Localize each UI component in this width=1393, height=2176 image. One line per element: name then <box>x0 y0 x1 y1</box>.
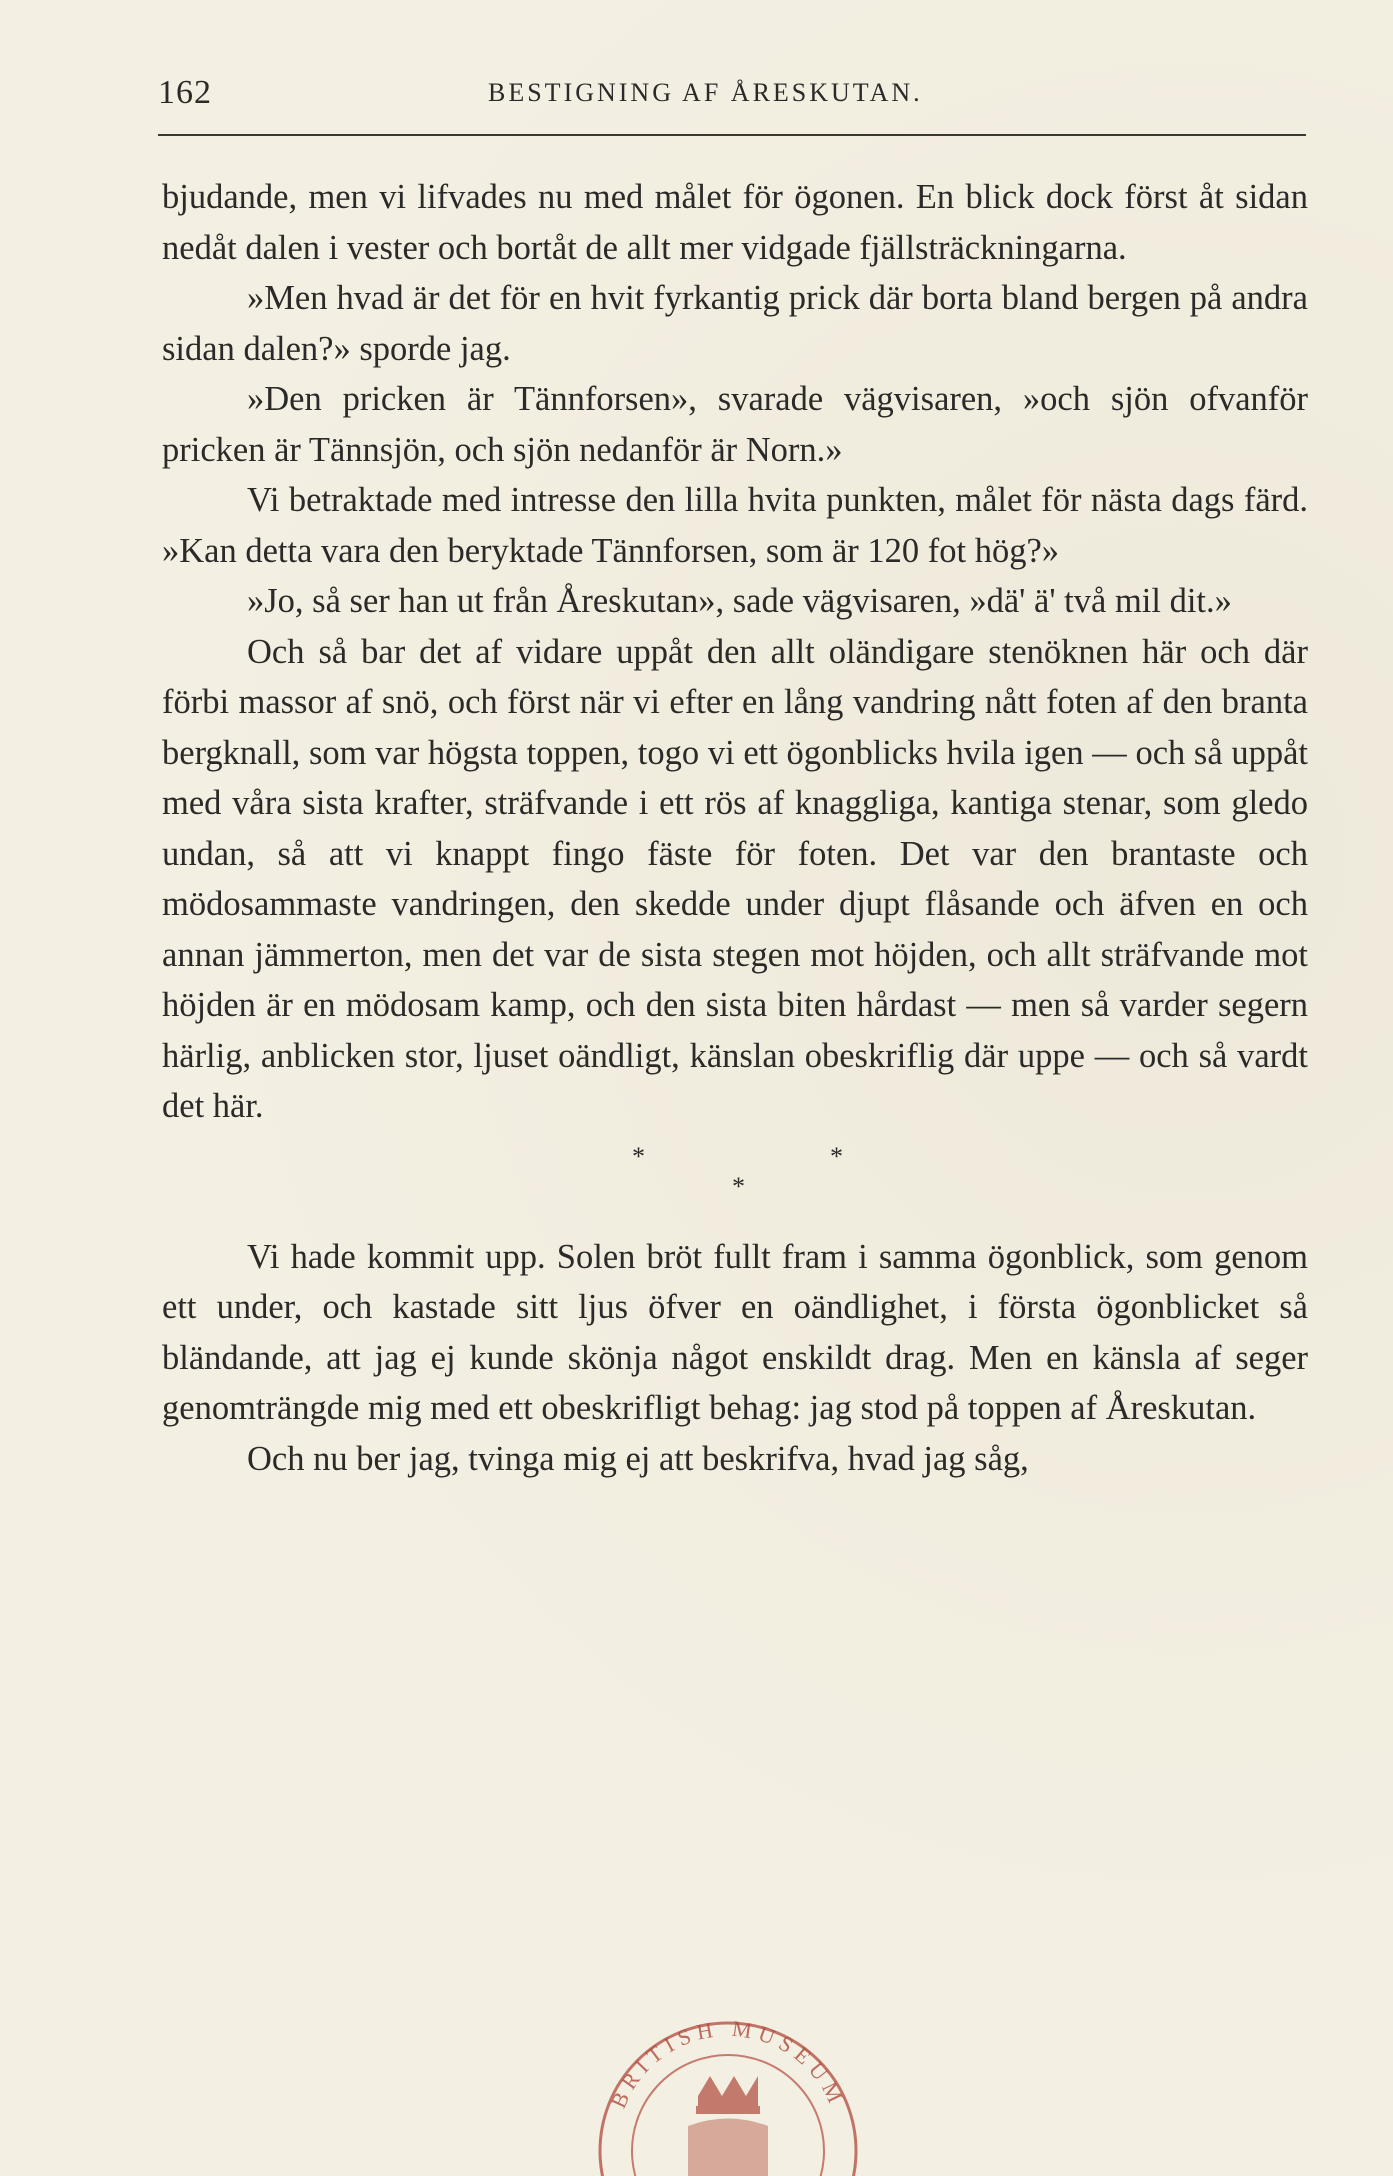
page-number: 162 <box>158 74 212 111</box>
asterisk: * <box>732 1171 745 1201</box>
header-rule <box>158 134 1306 136</box>
body-text <box>162 172 1308 1484</box>
section-break-asterism <box>162 1132 1308 1232</box>
paragraph: Vi hade kommit upp. Solen bröt fullt fram i samma ögonblick, som genom ett under, och kastade sitt ljus öfver en oändlighet, i första ögonblicket så bländande, att jag ej kunde skönja något enskildt drag. Men en känsla af seger genomträngde mig med ett obeskrifligt behag: jag stod på toppen af Åreskutan. <box>162 1237 1308 1427</box>
paragraph: »Den pricken är Tännforsen», svarade vägvisaren, »och sjön ofvanför pricken är Tännsjön, och sjön nedanför är Norn.» <box>162 380 1308 469</box>
stamp-text: BRITISH MUSEUM <box>605 2015 851 2112</box>
paragraph: Och nu ber jag, tvinga mig ej att beskrifva, hvad jag såg, <box>247 1439 1029 1478</box>
paragraph: »Jo, så ser han ut från Åreskutan», sade vägvisaren, »dä' ä' två mil dit.» <box>247 582 1232 620</box>
running-head: BESTIGNING AF ÅRESKUTAN. <box>488 78 923 107</box>
paragraph: Vi betraktade med intresse den lilla hvita punkten, målet för nästa dags färd. »Kan detta vara den beryktade Tännforsen, som är 120 fot hög?» <box>162 481 1308 570</box>
page-header <box>158 68 1308 118</box>
asterisk: * <box>632 1141 645 1171</box>
paragraph: Och så bar det af vidare uppåt den allt oländigare stenöknen här och där förbi massor af snö, och först när vi efter en lång vandring nått foten af den branta bergknall, som var högsta toppen, togo vi ett ögonblicks hvila igen — och så uppåt med våra sista krafter, sträfvande i ett rös af knaggliga, kantiga stenar, som gledo undan, så att vi knappt fingo fäste för foten. Det var den brantaste och mödosammaste vandringen, den skedde under djupt flåsande och äfven en och annan jämmerton, men det var de sista stegen mot höjden, och allt sträfvande mot höjden är en mödosam kamp, och den sista biten hårdast — men så varder segern härlig, anblicken stor, ljuset oändligt, känslan obeskriflig där uppe — och så vardt det här. <box>162 632 1308 1125</box>
paragraph: »Men hvad är det för en hvit fyrkantig prick där borta bland bergen på andra sidan dalen?» sporde jag. <box>162 279 1308 368</box>
asterisk: * <box>830 1141 843 1171</box>
paragraph: bjudande, men vi lifvades nu med målet för ögonen. En blick dock först åt sidan nedåt dalen i vester och bortåt de allt mer vidgade fjällsträckningarna. <box>162 178 1308 267</box>
library-stamp <box>578 1976 878 2176</box>
